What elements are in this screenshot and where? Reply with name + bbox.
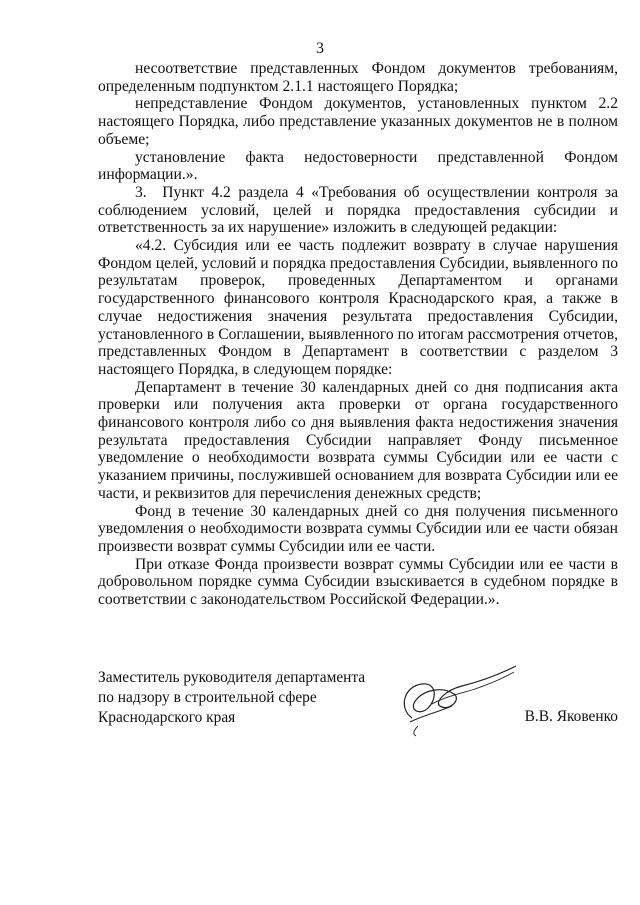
signatory-name: В.В. Яковенко: [524, 708, 618, 725]
paragraph: 3. Пункт 4.2 раздела 4 «Требования об осуществлении контроля за соблюдением условий, целей и порядка предоставления субсидии и ответственность за их нарушение» изложить в следующей редакции:: [98, 183, 618, 237]
paragraph: непредставление Фондом документов, установленных пунктом 2.2 настоящего Порядка, либо представление указанных документов не в полном объеме;: [98, 95, 618, 148]
handwritten-signature: [392, 660, 522, 740]
signatory-position-line: по надзору в строительной сфере: [98, 689, 317, 706]
paragraph: «4.2. Субсидия или ее часть подлежит возврату в случае нарушения Фондом целей, условий и порядка предоставления Субсидии, выявленного по результатам проверок, проведенных Департаментом и органами государственного финансового контроля Краснодарского края, а также в случае недостижения значения результата предоставления Субсидии, установленного в Соглашении, выявленного по итогам рассмотрения отчетов, представленных Фондом в Департамент в соответствии с разделом 3 настоящего Порядка, в следующем порядке:: [98, 237, 618, 378]
paragraph: Фонд в течение 30 календарных дней со дня получения письменного уведомления о необходимости возврата суммы Субсидии или ее части обязан произвести возврат суммы Субсидии или ее части.: [98, 502, 618, 555]
paragraph: Департамент в течение 30 календарных дней со дня подписания акта проверки или получения акта проверки от органа государственного финансового контроля либо со дня выявления факта недостижения значения результата предоставления Субсидии направляет Фонду письменное уведомление о необходимости возврата суммы Субсидии или ее части с указанием причины, послужившей основанием для возврата Субсидии или ее части, и реквизитов для перечисления денежных средств;: [98, 378, 618, 502]
paragraph: несоответствие представленных Фондом документов требованиям, определенным подпунктом 2.1.1 настоящего Порядка;: [98, 60, 618, 95]
paragraph: установление факта недостоверности представленной Фондом информации.».: [98, 148, 618, 184]
signatory-position-line: Заместитель руководителя департамента: [98, 669, 366, 686]
page-number: 3: [316, 40, 324, 57]
paragraph: При отказе Фонда произвести возврат суммы Субсидии или ее части в добровольном порядке сумма Субсидии взыскивается в судебном порядке в соответствии с законодательством Российской Федерации.».: [98, 555, 618, 609]
signatory-position-line: Краснодарского края: [98, 709, 236, 726]
signatory-position: [98, 668, 365, 728]
document-body: [98, 60, 618, 609]
